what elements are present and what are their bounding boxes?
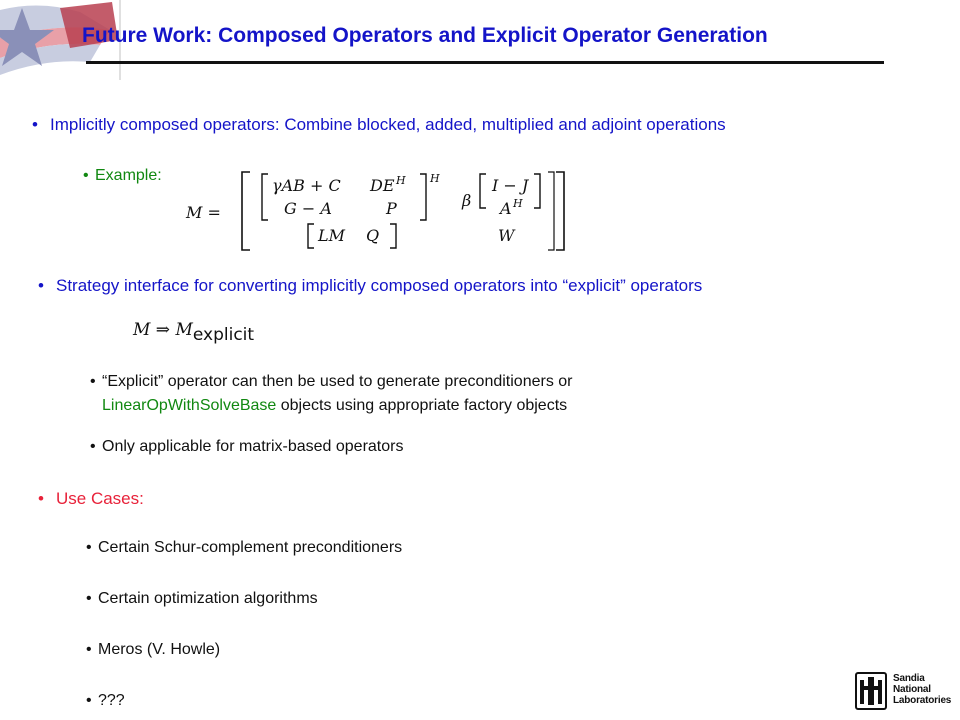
example-label: Example: <box>95 167 162 184</box>
use-case-text: ??? <box>98 692 125 709</box>
bullet-dot: • <box>90 438 96 455</box>
bullet-dot: • <box>32 115 38 134</box>
matrix-based-text: Only applicable for matrix-based operators <box>102 438 404 455</box>
use-cases-heading: Use Cases: <box>56 489 144 508</box>
block-matrix-equation <box>180 166 580 254</box>
bullet-example <box>83 164 162 188</box>
sandia-logo-text <box>893 673 951 706</box>
explicit-line2-rest: objects using appropriate factory objects <box>276 397 568 414</box>
explicit-equation <box>133 320 255 345</box>
eq-rc2-sup: H <box>513 197 523 210</box>
eq-r1c2-sup: H <box>396 174 406 187</box>
slide-title: Future Work: Composed Operators and Explicit Operator Generation <box>82 24 768 47</box>
use-case-item <box>86 536 402 560</box>
use-case-text: Certain Schur-complement preconditioners <box>98 539 403 556</box>
sandia-thunderbird-logo-icon <box>855 672 887 710</box>
bullet-dot: • <box>86 590 92 607</box>
bullet-strategy-text: Strategy interface for converting implicitly composed operators into “explicit” operators <box>56 276 703 295</box>
bullet-matrix-based <box>90 435 403 459</box>
logo-line2: National <box>893 684 931 695</box>
use-case-text: Certain optimization algorithms <box>98 590 318 607</box>
explicit-eq-sub: explicit <box>192 325 255 345</box>
eq-r2c2: P <box>386 199 397 218</box>
use-case-item <box>86 638 220 662</box>
bullet-explicit-operator <box>90 370 573 418</box>
bullet-dot: • <box>86 641 92 658</box>
bullet-use-cases <box>38 487 144 511</box>
use-case-text: Meros (V. Howle) <box>98 641 221 658</box>
eq-rc2: A <box>500 199 512 218</box>
eq-r3c1: LM <box>318 226 346 245</box>
eq-r1c1: γAB + C <box>272 176 341 195</box>
bullet-strategy-interface <box>38 274 702 298</box>
bullet-composed-text: Implicitly composed operators: Combine blocked, added, multiplied and adjoint operations <box>50 115 726 134</box>
use-case-item <box>86 689 125 713</box>
bullet-composed-operators <box>32 113 726 137</box>
eq-rc3: W <box>498 226 515 245</box>
eq-beta: β <box>462 191 472 210</box>
title-underline <box>86 61 884 64</box>
eq-rc1: I − J <box>492 176 529 195</box>
explicit-line1: “Explicit” operator can then be used to generate preconditioners or <box>102 373 573 390</box>
logo-line3: Laboratories <box>893 695 952 706</box>
bullet-dot: • <box>38 489 44 508</box>
eq-r2c1: G − A <box>284 199 332 218</box>
bullet-dot: • <box>38 276 44 295</box>
bullet-dot: • <box>86 539 92 556</box>
bullet-dot: • <box>83 167 89 184</box>
eq-lhs: M = <box>186 203 221 222</box>
explicit-eq-lhs: M ⇒ M <box>133 320 193 340</box>
eq-outer-sup: H <box>430 172 440 185</box>
bullet-dot: • <box>90 373 96 390</box>
linear-op-class-name: LinearOpWithSolveBase <box>102 397 277 414</box>
logo-line1: Sandia <box>893 673 925 684</box>
eq-r1c2: DE <box>370 176 395 195</box>
eq-r3c2: Q <box>366 226 380 245</box>
use-case-item <box>86 587 318 611</box>
bullet-dot: • <box>86 692 92 709</box>
